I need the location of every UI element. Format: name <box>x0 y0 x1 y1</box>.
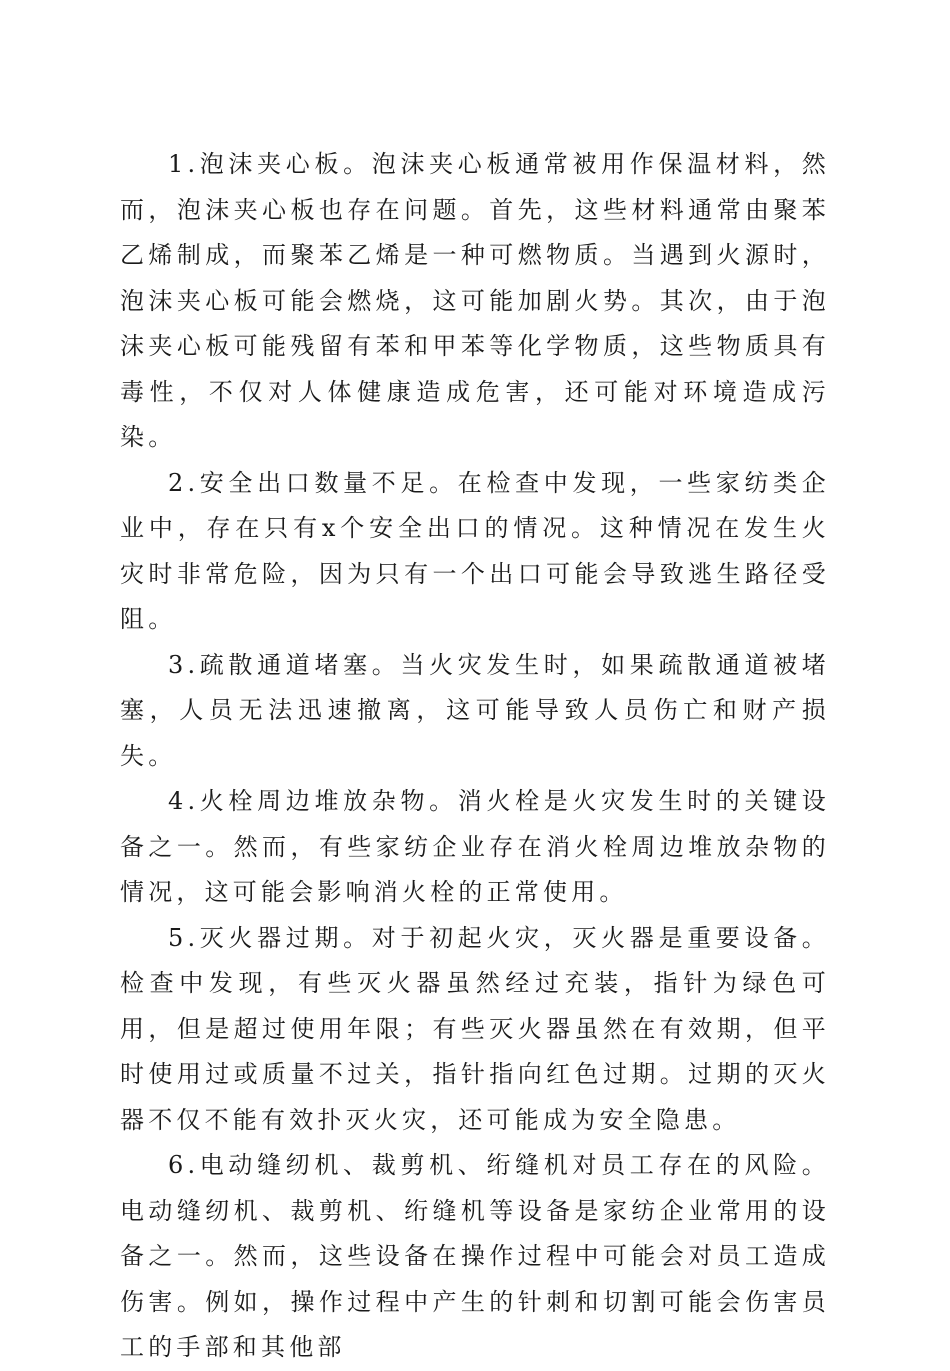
paragraph-evacuation-blocked: 3.疏散通道堵塞。当火灾发生时，如果疏散通道被堵塞，人员无法迅速撤离，这可能导致人员伤亡和财产损失。 <box>120 650 830 770</box>
document-body <box>120 142 830 1371</box>
paragraph-safety-exits: 2.安全出口数量不足。在检查中发现，一些家纺类企业中，存在只有x个安全出口的情况。这种情况在发生火灾时非常危险，因为只有一个出口可能会导致逃生路径受阻。 <box>120 468 830 633</box>
paragraph-foam-sandwich-panel: 1.泡沫夹心板。泡沫夹心板通常被用作保温材料，然而，泡沫夹心板也存在问题。首先，这些材料通常由聚苯乙烯制成，而聚苯乙烯是一种可燃物质。当遇到火源时，泡沫夹心板可能会燃烧，这可能加剧火势。其次，由于泡沫夹心板可能残留有苯和甲苯等化学物质，这些物质具有毒性，不仅对人体健康造成危害，还可能对环境造成污染。 <box>120 150 830 451</box>
paragraph-extinguisher-expired: 5.灭火器过期。对于初起火灾，灭火器是重要设备。检查中发现，有些灭火器虽然经过充装，指针为绿色可用，但是超过使用年限；有些灭火器虽然在有效期，但平时使用过或质量不过关，指针指向红色过期。过期的灭火器不仅不能有效扑灭火灾，还可能成为安全隐患。 <box>120 923 830 1134</box>
paragraph-hydrant-clutter: 4.火栓周边堆放杂物。消火栓是火灾发生时的关键设备之一。然而，有些家纺企业存在消火栓周边堆放杂物的情况，这可能会影响消火栓的正常使用。 <box>120 787 830 906</box>
paragraph-machine-risk: 6.电动缝纫机、裁剪机、绗缝机对员工存在的风险。电动缝纫机、裁剪机、绗缝机等设备是家纺企业常用的设备之一。然而，这些设备在操作过程中可能会对员工造成伤害。例如，操作过程中产生的针刺和切割可能会伤害员工的手部和其他部 <box>120 1151 830 1361</box>
